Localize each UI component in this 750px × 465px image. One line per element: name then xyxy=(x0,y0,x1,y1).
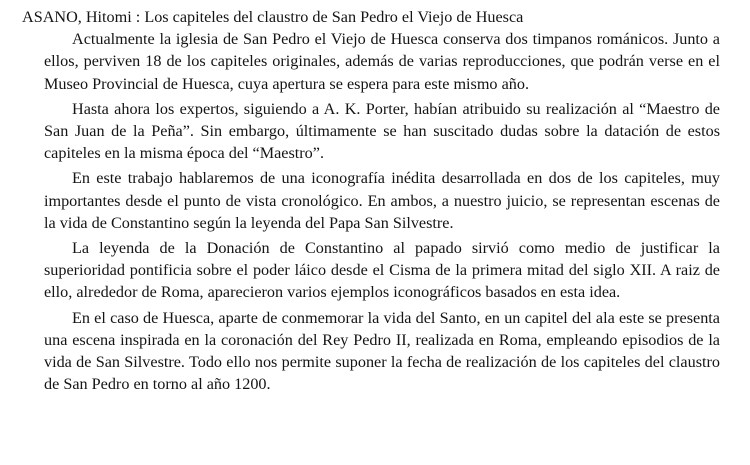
paragraph-3: En este trabajo hablaremos de una iconografía inédita desarrollada en dos de los capiteles, muy importantes desde el punto de vista cronológico. En ambos, a nuestro juicio, se representan escenas de la vida de Constantino según la leyenda del Papa San Silvestre. xyxy=(44,169,720,232)
paragraph-5: En el caso de Huesca, aparte de conmemorar la vida del Santo, en un capitel del ala este se presenta una escena inspirada en la coronación del Rey Pedro II, realizada en Roma, empleando episodios de la vida de San Silvestre. Todo ello nos permite suponer la fecha de realización de los capiteles del claustro de San Pedro en torno al año 1200. xyxy=(44,308,720,394)
paragraph-2: Hasta ahora los expertos, siguiendo a A. K. Porter, habían atribuido su realización al “Maestro de San Juan de la Peña”. Sin embargo, últimamente se han suscitado dudas sobre la datación de estos capiteles en la misma época del “Maestro”. xyxy=(44,99,720,163)
abstract-heading: ASANO, Hitomi : Los capiteles del claustro de San Pedro el Viejo de Huesca xyxy=(22,8,524,26)
paragraph-4: La leyenda de la Donación de Constantino al papado sirvió como medio de justificar la superioridad pontificia sobre el poder láico desde el Cisma de la primera mitad del siglo XII. A raiz de ello, alrededor de Roma, aparecieron varios ejemplos iconográficos basados en esta idea. xyxy=(44,239,720,302)
abstract-document xyxy=(22,6,720,395)
paragraph-1: Actualmente la iglesia de San Pedro el Viejo de Huesca conserva dos timpanos románicos. Junto a ellos, perviven 18 de los capiteles originales, además de varias reproducciones, que podrán verse en el Museo Provincial de Huesca, cuya apertura se espera para este mismo año. xyxy=(44,30,720,93)
